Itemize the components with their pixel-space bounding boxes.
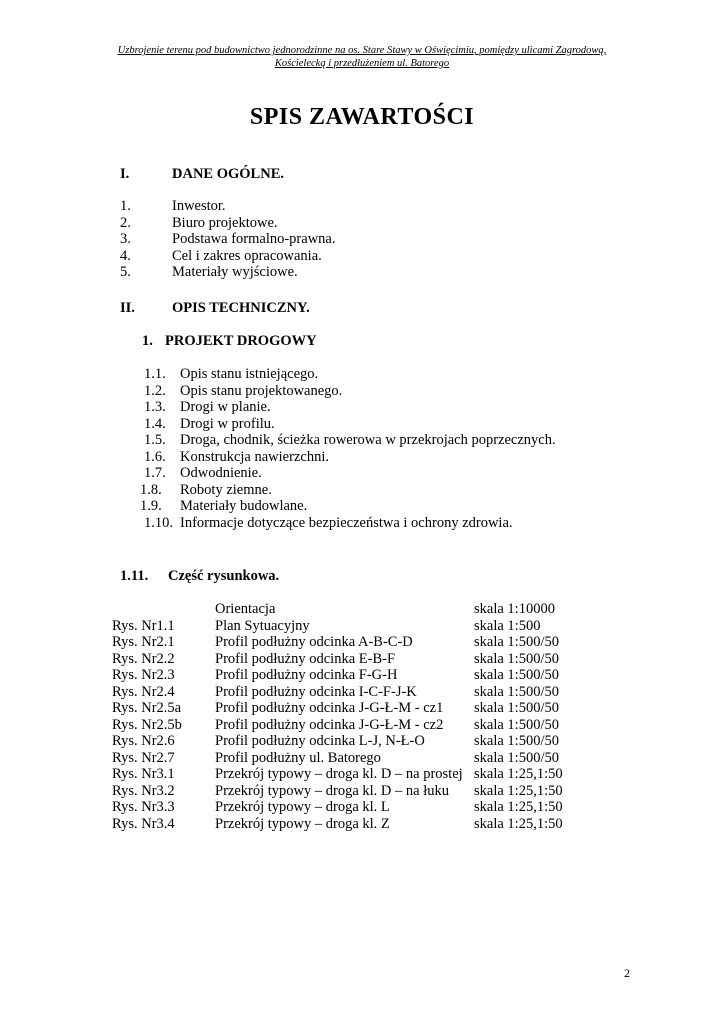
list-item-text: Roboty ziemne. xyxy=(180,481,272,498)
drawing-ref: Rys. Nr2.7 xyxy=(112,749,175,766)
drawing-name: Plan Sytuacyjny xyxy=(215,617,310,634)
subsection-number: 1. xyxy=(142,333,153,349)
drawing-scale: skala 1:10000 xyxy=(474,601,555,617)
drawing-scale: skala 1:500/50 xyxy=(474,650,559,667)
drawing-ref: Rys. Nr2.4 xyxy=(112,683,175,700)
drawing-name: Przekrój typowy – droga kl. D – na prostej xyxy=(215,766,463,782)
section-1-title: DANE OGÓLNE. xyxy=(172,166,284,182)
drawing-name: Profil podłużny odcinka J-G-Ł-M - cz2 xyxy=(215,716,444,733)
list-item-text: Opis stanu projektowanego. xyxy=(180,382,343,399)
drawing-ref: Rys. Nr2.2 xyxy=(112,650,175,667)
list-item-number: 1.2. xyxy=(144,382,166,399)
list-item-number: 1.1. xyxy=(144,366,166,382)
list-item-number: 1.5. xyxy=(144,432,166,448)
drawing-scale: skala 1:500/50 xyxy=(474,749,559,766)
drawing-ref: Rys. Nr2.3 xyxy=(112,667,175,683)
list-item-number: 1.7. xyxy=(144,465,166,481)
drawing-name: Profil podłużny odcinka J-G-Ł-M - cz1 xyxy=(215,700,444,716)
drawing-scale: skala 1:25,1:50 xyxy=(474,766,563,782)
list-item-text: Drogi w planie. xyxy=(180,399,271,415)
list-item-number: 1.10. xyxy=(144,514,173,531)
list-item-text: Materiały budowlane. xyxy=(180,498,308,514)
list-item-number: 5. xyxy=(120,264,131,280)
drawing-name: Orientacja xyxy=(215,601,276,617)
list-item-number: 1.6. xyxy=(144,448,166,465)
list-item-number: 2. xyxy=(120,214,131,231)
drawing-ref: Rys. Nr3.2 xyxy=(112,782,175,799)
drawing-name: Profil podłużny odcinka F-G-H xyxy=(215,667,398,683)
list-item-number: 1.9. xyxy=(140,498,162,514)
list-item-number: 1.3. xyxy=(144,399,166,415)
page-title: SPIS ZAWARTOŚCI xyxy=(249,104,475,130)
drawing-ref: Rys. Nr2.1 xyxy=(112,634,175,650)
drawing-ref: Rys. Nr2.6 xyxy=(112,733,175,749)
drawing-scale: skala 1:500/50 xyxy=(474,683,559,700)
list-item-number: 1.8. xyxy=(140,481,162,498)
list-item-text: Inwestor. xyxy=(172,198,226,214)
drawing-ref: Rys. Nr3.3 xyxy=(112,799,175,815)
drawing-scale: skala 1:25,1:50 xyxy=(474,799,563,815)
list-item-text: Odwodnienie. xyxy=(180,465,262,481)
drawing-scale: skala 1:500/50 xyxy=(474,634,559,650)
drawing-name: Przekrój typowy – droga kl. Z xyxy=(215,815,390,832)
drawing-scale: skala 1:500/50 xyxy=(474,667,559,683)
section-2-number: II. xyxy=(120,300,135,316)
drawing-name: Przekrój typowy – droga kl. L xyxy=(215,799,390,815)
document-header-line-2: Kościelecką i przedłużeniem ul. Batorego xyxy=(274,58,450,69)
list-item-text: Cel i zakres opracowania. xyxy=(172,247,322,264)
list-item-text: Biuro projektowe. xyxy=(172,214,278,231)
list-item-text: Konstrukcja nawierzchni. xyxy=(180,448,329,465)
drawing-ref: Rys. Nr3.1 xyxy=(112,766,175,782)
section-1-number: I. xyxy=(120,166,130,182)
drawings-section-number: 1.11. xyxy=(120,568,149,584)
list-item-number: 3. xyxy=(120,231,131,247)
list-item-text: Podstawa formalno-prawna. xyxy=(172,231,336,247)
drawings-section-title: Część rysunkowa. xyxy=(168,568,280,584)
drawing-name: Profil podłużny ul. Batorego xyxy=(215,749,381,766)
list-item-number: 4. xyxy=(120,247,131,264)
drawing-scale: skala 1:500/50 xyxy=(474,716,559,733)
list-item-number: 1. xyxy=(120,198,131,214)
drawing-scale: skala 1:25,1:50 xyxy=(474,815,563,832)
drawing-ref: Rys. Nr1.1 xyxy=(112,617,175,634)
list-item-text: Informacje dotyczące bezpieczeństwa i ochrony zdrowia. xyxy=(180,514,513,531)
drawing-name: Profil podłużny odcinka I-C-F-J-K xyxy=(215,683,417,700)
list-item-text: Materiały wyjściowe. xyxy=(172,264,298,280)
drawing-scale: skala 1:500/50 xyxy=(474,733,559,749)
subsection-title: PROJEKT DROGOWY xyxy=(165,333,317,349)
list-item-number: 1.4. xyxy=(144,415,166,432)
section-2-title: OPIS TECHNICZNY. xyxy=(172,300,310,316)
drawing-scale: skala 1:25,1:50 xyxy=(474,782,563,799)
drawing-name: Profil podłużny odcinka L-J, N-Ł-O xyxy=(215,733,425,749)
drawing-scale: skala 1:500/50 xyxy=(474,700,559,716)
document-header-line-1: Uzbrojenie terenu pod budownictwo jednorodzinne na os. Stare Stawy w Oświęcimiu, pomiędzy ulicami Zagrodową, xyxy=(117,45,607,56)
drawing-name: Profil podłużny odcinka A-B-C-D xyxy=(215,634,413,650)
drawing-ref: Rys. Nr3.4 xyxy=(112,815,175,832)
page-number: 2 xyxy=(624,966,630,980)
list-item-text: Droga, chodnik, ścieżka rowerowa w przekrojach poprzecznych. xyxy=(180,432,556,448)
drawing-name: Profil podłużny odcinka E-B-F xyxy=(215,650,396,667)
drawing-ref: Rys. Nr2.5b xyxy=(112,716,182,733)
drawing-scale: skala 1:500 xyxy=(474,617,541,634)
drawing-name: Przekrój typowy – droga kl. D – na łuku xyxy=(215,782,449,799)
list-item-text: Drogi w profilu. xyxy=(180,415,275,432)
drawing-ref: Rys. Nr2.5a xyxy=(112,700,182,716)
list-item-text: Opis stanu istniejącego. xyxy=(180,366,319,382)
